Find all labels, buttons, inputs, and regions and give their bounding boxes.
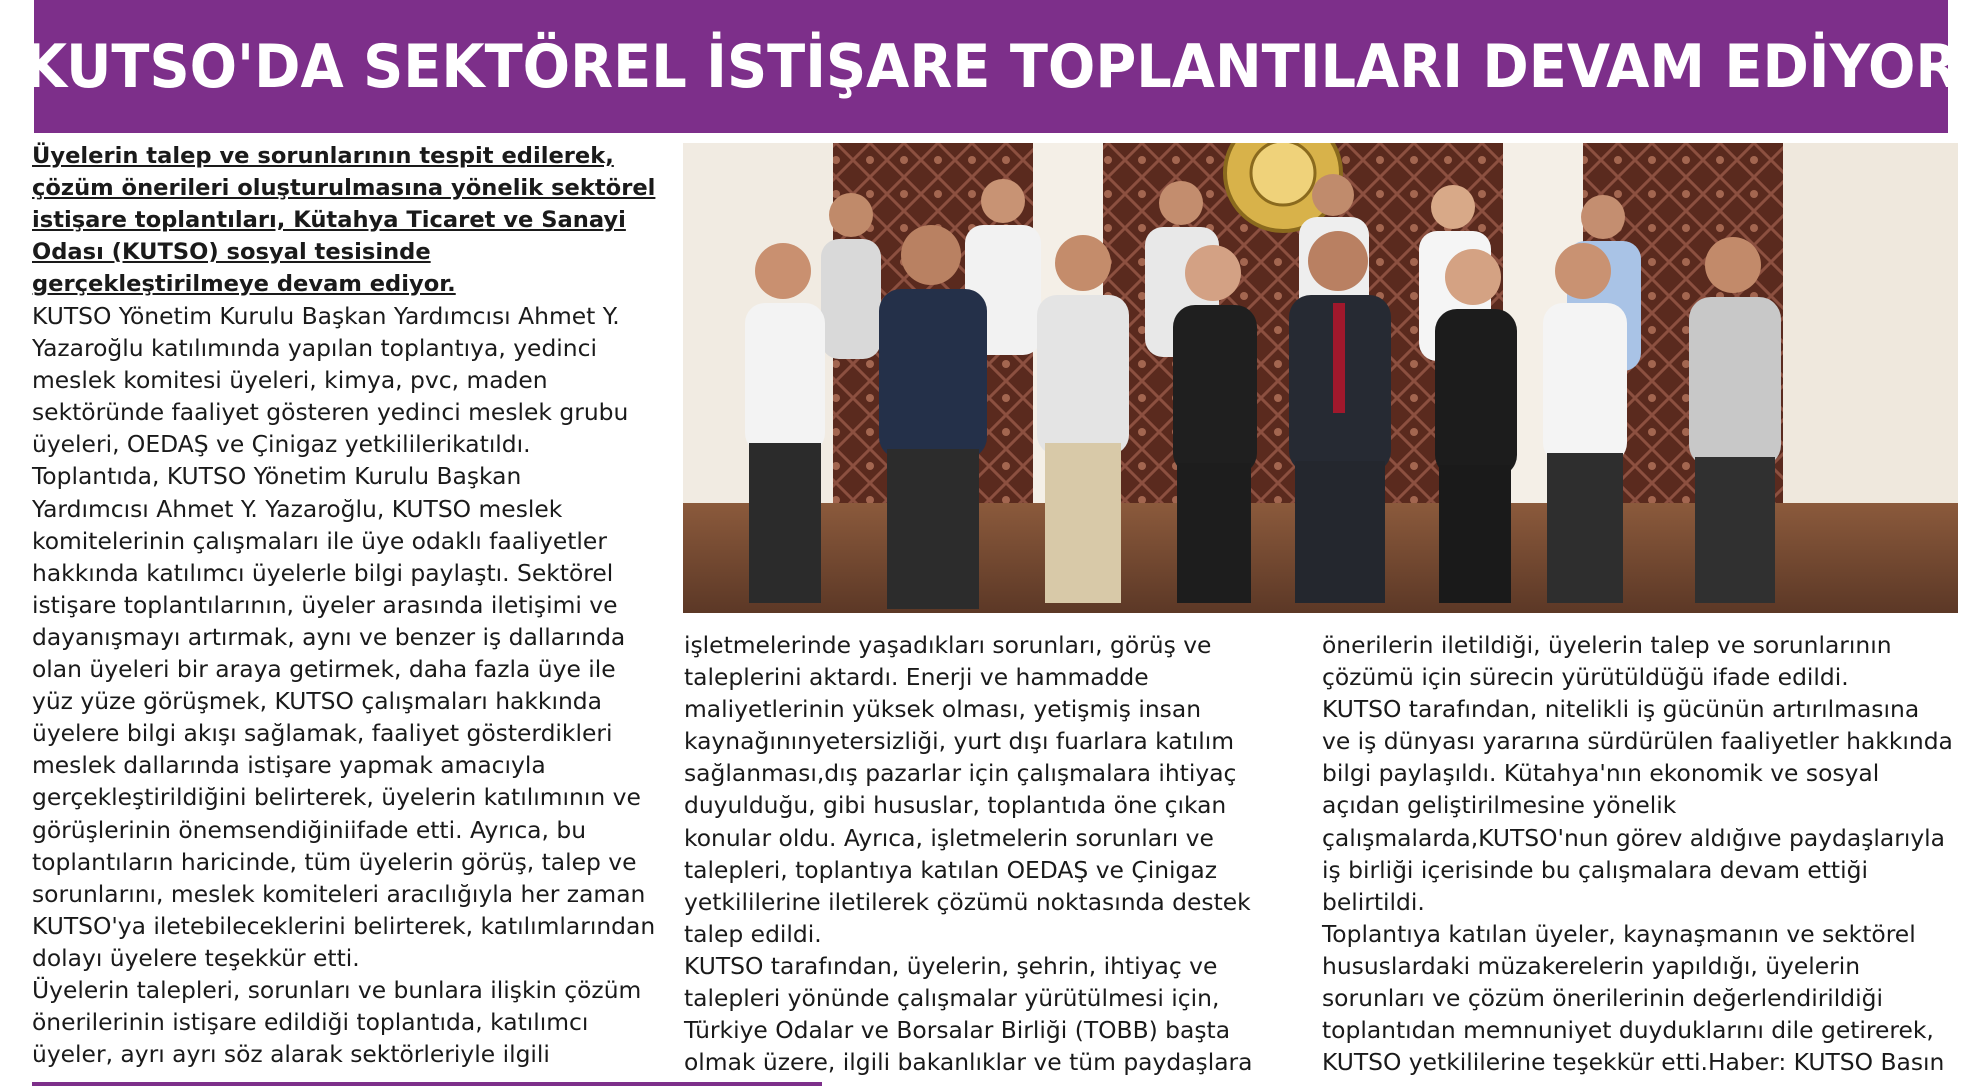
- article-column-1: KUTSO Yönetim Kurulu Başkan Yardımcısı Ahmet Y. Yazaroğlu katılımında yapılan toplantıya, yedinci meslek komitesi üyeleri, kimya, pvc, maden sektöründe faaliyet gösteren yedinci meslek grubu üyeleri, OEDAŞ ve Çinigaz yetkililerikatıldı. Toplantıda, KUTSO Yönetim Kurulu Başkan Yardımcısı Ahmet Y. Yazaroğlu, KUTSO meslek komitelerinin çalışmaları ile üye odaklı faaliyetler hakkında katılımcı üyelerle bilgi paylaştı. Sektörel istişare toplantılarının, üyeler arasında iletişimi ve dayanışmayı artırmak, aynı ve benzer iş dallarında olan üyeleri bir araya getirmek, daha fazla üye ile yüz yüze görüşmek, KUTSO çalışmaları hakkında üyelere bilgi akışı sağlamak, faaliyet gösterdikleri meslek dallarında istişare yapmak amacıyla gerçekleştirildiğini belirterek, üyelerin katılımının ve görüşlerinin önemsendiğiniifade etti. Ayrıca, bu toplantıların haricinde, tüm üyelerin görüş, talep ve sorunlarını, meslek komiteleri aracılığıyla her zaman KUTSO'ya iletebileceklerini belirterek, katılımlarından dolayı üyelere teşekkür etti. Üyelerin talepleri, sorunları ve bunlara ilişkin çözüm önerilerinin istişare edildiği toplantıda, katılımcı üyeler, ayrı ayrı söz alarak sektörleriyle ilgili: [32, 302, 656, 1069]
- group-photo: [683, 143, 1958, 613]
- bottom-rule: [32, 1082, 822, 1086]
- headline-banner: [23, 0, 1959, 133]
- group-photo-illustration: [683, 143, 1958, 613]
- lead-paragraph: Üyelerin talep ve sorunlarının tespit edilerek, çözüm önerileri oluşturulmasına yönelik sektörel istişare toplantıları, Kütahya Ticaret ve Sanayi Odası (KUTSO) sosyal tesisinde gerçekleştirilmeye devam ediyor.: [32, 143, 656, 297]
- article-column-3: önerilerin iletildiği, üyelerin talep ve sorunlarının çözümü için sürecin yürütüldüğü ifade edildi. KUTSO tarafından, nitelikli iş gücünün artırılmasına ve iş dünyası yararına sürdürülen faaliyetler hakkında bilgi paylaşıldı. Kütahya'nın ekonomik ve sosyal açıdan geliştirilmesine yönelik çalışmalarda,KUTSO'nun görev aldığıve paydaşlarıyla iş birliği içerisinde bu çalışmalara devam ettiği belirtildi. Toplantıya katılan üyeler, kaynaşmanın ve sektörel hususlardaki müzakerelerin yapıldığı, üyelerin sorunları ve çözüm önerilerinin değerlendirildiği toplantıdan memnuniyet duyduklarını dile getirerek, KUTSO yetkililerine teşekkür etti.Haber: KUTSO Basın: [1322, 631, 1953, 1077]
- headline: KUTSO'DA SEKTÖREL İSTİŞARE TOPLANTILARI DEVAM EDİYOR: [23, 31, 1959, 102]
- article-column-2: işletmelerinde yaşadıkları sorunları, görüş ve taleplerini aktardı. Enerji ve hammadde maliyetlerinin yüksek olması, yetişmiş insan kaynağınınyetersizliği, yurt dışı fuarlara katılım sağlanması,dış pazarlar için çalışmalara ihtiyaç duyulduğu, gibi hususlar, toplantıda öne çıkan konular oldu. Ayrıca, işletmelerin sorunları ve talepleri, toplantıya katılan OEDAŞ ve Çinigaz yetkililerine iletilerek çözümü noktasında destek talep edildi. KUTSO tarafından, üyelerin, şehrin, ihtiyaç ve talepleri yönünde çalışmalar yürütülmesi için, Türkiye Odalar ve Borsalar Birliği (TOBB) başta olmak üzere, ilgili bakanlıklar ve tüm paydaşlara: [684, 631, 1253, 1077]
